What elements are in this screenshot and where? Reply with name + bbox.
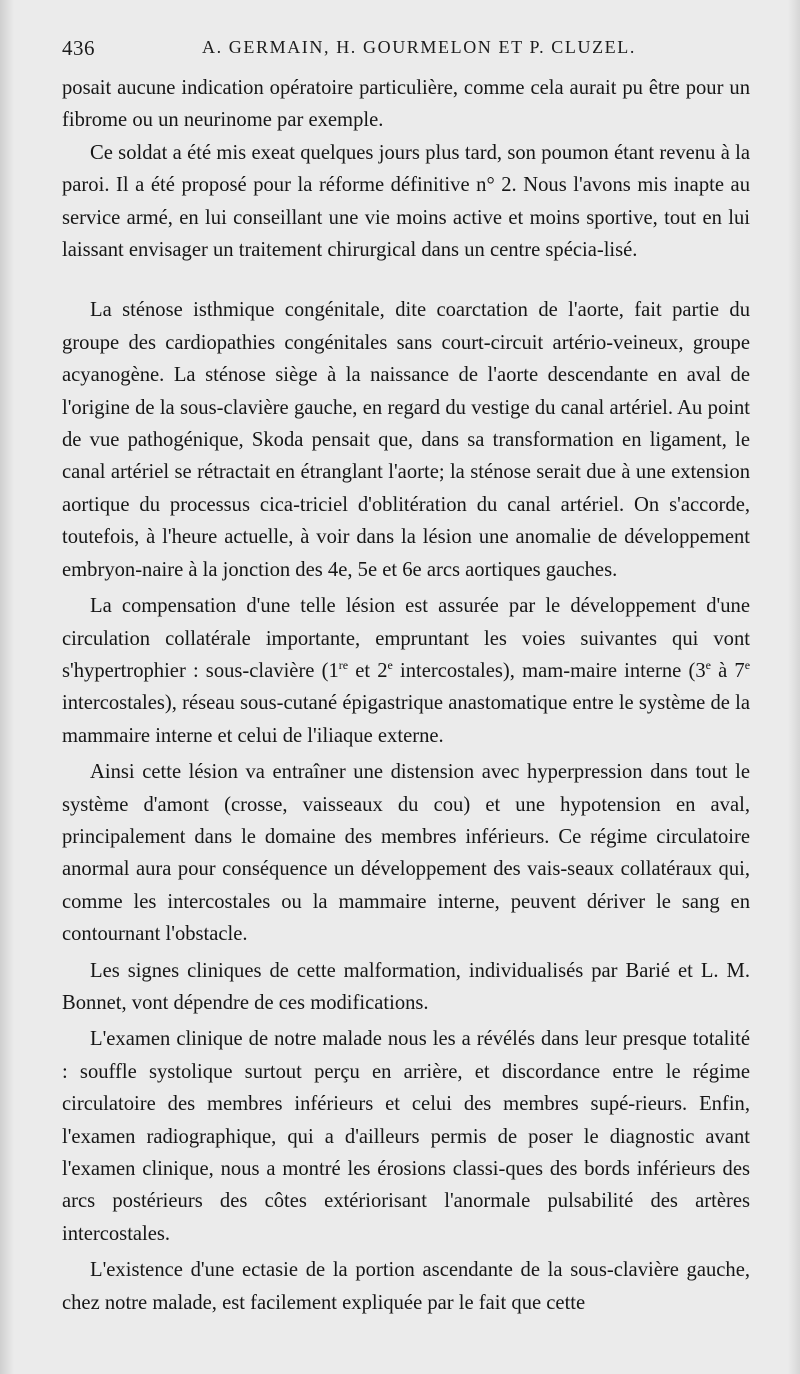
- paragraph-segment: et 2: [348, 659, 388, 682]
- paragraph-collateral-circulation: [62, 590, 750, 752]
- paragraph: Ce soldat a été mis exeat quelques jours plus tard, son poumon étant revenu à la paroi. Il a été proposé pour la réforme définitive n° 2. Nous l'avons mis inapte au service armé, en lui conseillant une vie moins active et moins sportive, tout en lui laissant envisager un traitement chirurgical dans un centre spécia-lisé.: [62, 141, 750, 262]
- running-title: A. GERMAIN, H. GOURMELON ET P. CLUZEL.: [202, 37, 636, 57]
- running-header: [62, 36, 760, 62]
- superscript: e: [744, 658, 751, 673]
- paragraph: Ainsi cette lésion va entraîner une distension avec hyperpression dans tout le système d'amont (crosse, vaisseaux du cou) et une hypotension en aval, principalement dans le domaine des membres inférieurs. Ce régime circulatoire anormal aura pour conséquence un développement des vais-seaux collatéraux qui, comme les intercostales ou la mammaire interne, peuvent dériver le sang en contournant l'obstacle.: [62, 761, 750, 946]
- paragraph-segment: intercostales), mam-maire interne (3: [392, 659, 706, 682]
- superscript: e: [387, 658, 393, 673]
- paragraph: Les signes cliniques de cette malformation, individualisés par Barié et L. M. Bonnet, vont dépendre de ces modifications.: [62, 959, 750, 1014]
- paragraph-continuation: posait aucune indication opératoire particulière, comme cela aurait pu être pour un fibrome ou un neurinome par exemple.: [62, 77, 750, 132]
- page-number: 436: [62, 36, 95, 60]
- superscript: e: [705, 658, 711, 673]
- paragraph: L'existence d'une ectasie de la portion ascendante de la sous-clavière gauche, chez notre malade, est facilement expliquée par le fait que cette: [62, 1259, 750, 1314]
- paragraph-segment: à 7: [710, 659, 745, 682]
- paragraph: L'examen clinique de notre malade nous les a révélés dans leur presque totalité : souffle systolique surtout perçu en arrière, et discordance entre le régime circulatoire des membres inférieurs et celui des membres supé-rieurs. Enfin, l'examen radiographique, qui a d'ailleurs permis de poser le diagnostic avant l'examen clinique, nous a montré les érosions classi-ques des bords inférieurs des arcs postérieurs des côtes extériorisant l'anormale pulsabilité des artères intercostales.: [62, 1028, 750, 1245]
- superscript: re: [338, 658, 349, 673]
- paragraph-segment: La compensation d'une telle lésion est assurée par le développement d'une circulation collatérale importante, empruntant les voies suivantes qui vont s'hypertrophier : sous-clavière (1: [62, 595, 750, 682]
- paragraph-section-start: La sténose isthmique congénitale, dite coarctation de l'aorte, fait partie du groupe des cardiopathies congénitales sans court-circuit artério-veineux, groupe acyanogène. La sténose siège à la naissance de l'aorte descendante en aval de l'origine de la sous-clavière gauche, en regard du vestige du canal artériel. Au point de vue pathogénique, Skoda pensait que, dans sa transformation en ligament, le canal artériel se rétractait en étranglant l'aorte; la sténose serait due à une extension aortique du processus cica-triciel d'oblitération du canal artériel. On s'accorde, toutefois, à l'heure actuelle, à voir dans la lésion une anomalie de développement embryon-naire à la jonction des 4e, 5e et 6e arcs aortiques gauches.: [62, 299, 750, 581]
- body-text: [62, 72, 750, 1319]
- paragraph-segment: intercostales), réseau sous-cutané épigastrique anastomatique entre le système de la mammaire interne et celui de l'iliaque externe.: [62, 692, 750, 747]
